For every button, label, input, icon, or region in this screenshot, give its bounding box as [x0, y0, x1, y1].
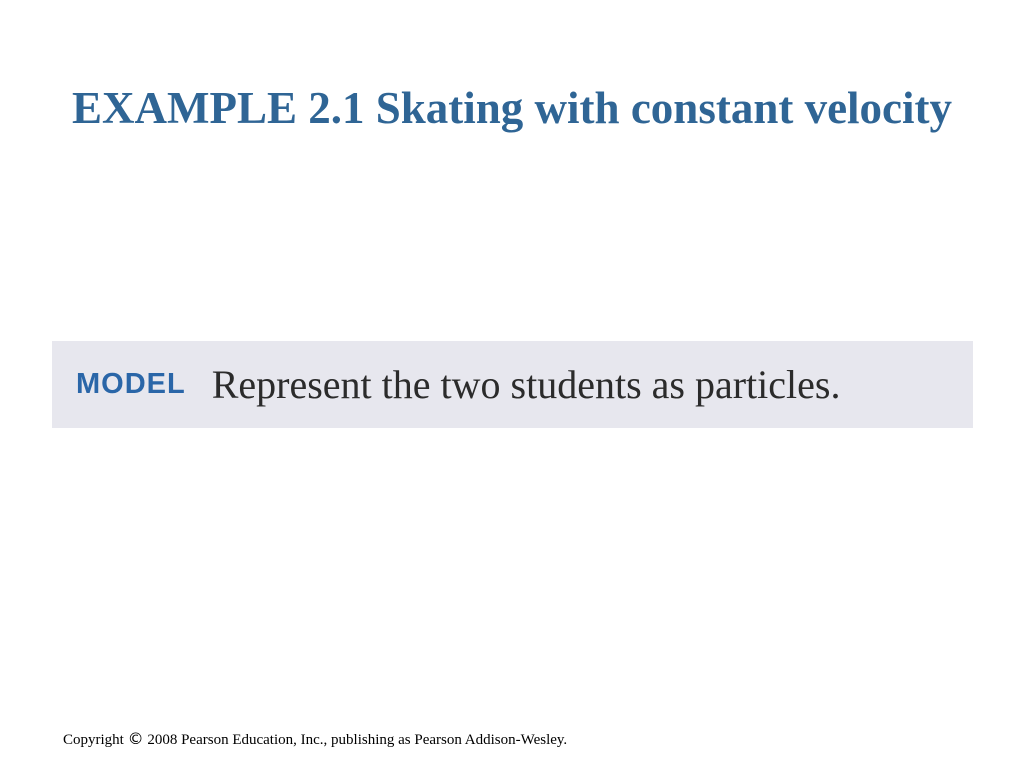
copyright-suffix: 2008 Pearson Education, Inc., publishing as Pearson Addison-Wesley. [147, 732, 568, 748]
copyright-symbol: © [127, 729, 144, 748]
copyright-footer [63, 729, 567, 749]
slide-title: EXAMPLE 2.1 Skating with constant velocity [71, 83, 953, 133]
model-box [52, 341, 973, 428]
model-label: MODEL [76, 368, 186, 400]
model-text: Represent the two students as particles. [211, 362, 841, 407]
copyright-prefix: Copyright [63, 732, 124, 748]
